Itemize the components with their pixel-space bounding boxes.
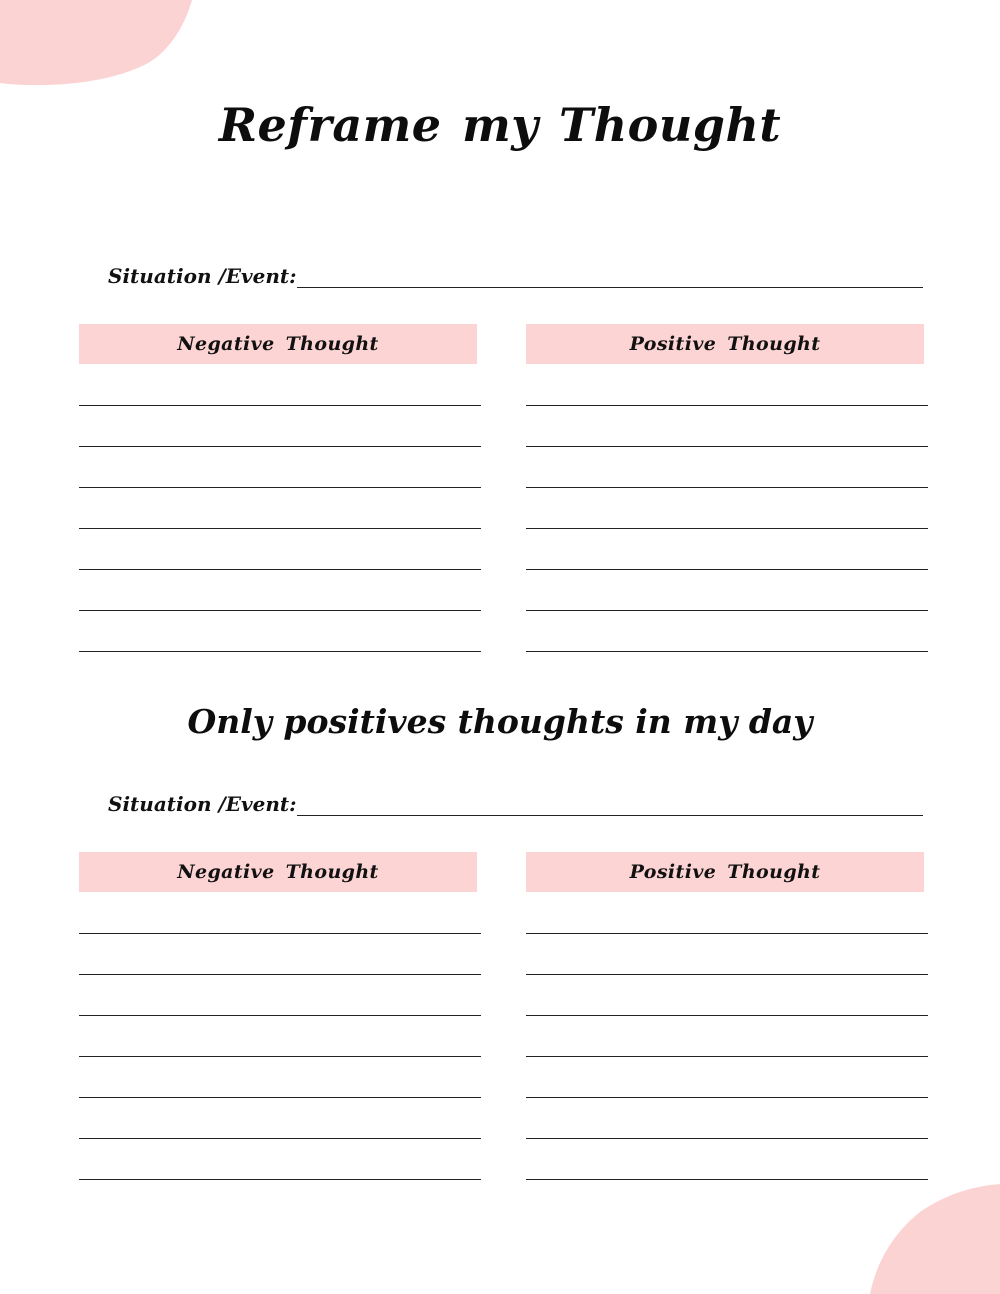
writing-line[interactable]	[79, 610, 481, 611]
writing-line[interactable]	[526, 933, 928, 934]
writing-line[interactable]	[526, 974, 928, 975]
negative-thought-column	[79, 324, 481, 652]
section-subtitle: Only positives thoughts in my day	[187, 702, 813, 741]
writing-line[interactable]	[79, 651, 481, 652]
writing-line[interactable]	[79, 446, 481, 447]
writing-line[interactable]	[526, 1097, 928, 1098]
writing-line[interactable]	[526, 405, 928, 406]
writing-line[interactable]	[526, 446, 928, 447]
writing-line[interactable]	[79, 569, 481, 570]
writing-line[interactable]	[79, 1097, 481, 1098]
situation-event-line[interactable]	[297, 287, 923, 288]
situation-event-label: Situation /Event:	[108, 264, 297, 288]
decorative-blob-top-left	[0, 0, 200, 90]
positive-thought-header: Positive Thought	[526, 852, 924, 892]
writing-line[interactable]	[79, 1015, 481, 1016]
writing-line[interactable]	[79, 1056, 481, 1057]
negative-thought-column	[79, 852, 481, 1180]
writing-line[interactable]	[79, 487, 481, 488]
writing-line[interactable]	[79, 933, 481, 934]
situation-event-label: Situation /Event:	[108, 792, 297, 816]
writing-line[interactable]	[526, 569, 928, 570]
writing-line[interactable]	[526, 1138, 928, 1139]
writing-line[interactable]	[526, 1056, 928, 1057]
writing-line[interactable]	[526, 528, 928, 529]
positive-thought-header: Positive Thought	[526, 324, 924, 364]
positive-thought-column	[526, 852, 928, 1180]
negative-thought-header: Negative Thought	[79, 324, 477, 364]
negative-thought-header: Negative Thought	[79, 852, 477, 892]
writing-line[interactable]	[526, 487, 928, 488]
situation-event-line[interactable]	[297, 815, 923, 816]
writing-line[interactable]	[79, 974, 481, 975]
writing-line[interactable]	[79, 528, 481, 529]
page-title: Reframe my Thought	[218, 98, 782, 152]
situation-event-field[interactable]	[108, 256, 923, 288]
writing-line[interactable]	[526, 1015, 928, 1016]
decorative-blob-bottom-right	[870, 1184, 1000, 1294]
writing-line[interactable]	[526, 651, 928, 652]
writing-line[interactable]	[79, 405, 481, 406]
writing-line[interactable]	[79, 1179, 481, 1180]
situation-event-field[interactable]	[108, 784, 923, 816]
writing-line[interactable]	[526, 610, 928, 611]
positive-thought-column	[526, 324, 928, 652]
writing-line[interactable]	[526, 1179, 928, 1180]
writing-line[interactable]	[79, 1138, 481, 1139]
